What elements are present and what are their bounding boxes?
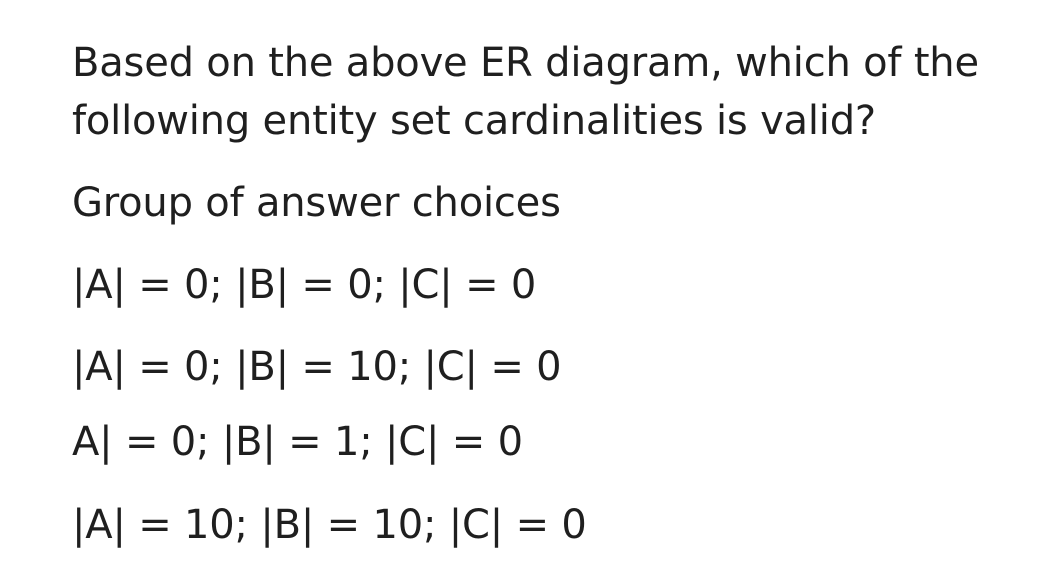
answer-choice-1[interactable]: |A| = 0; |B| = 0; |C| = 0 bbox=[72, 262, 537, 308]
answer-choice-2[interactable]: |A| = 0; |B| = 10; |C| = 0 bbox=[72, 344, 562, 390]
question-text: Based on the above ER diagram, which of the following entity set cardinalities is valid? bbox=[72, 40, 979, 144]
answer-choice-4[interactable]: |A| = 10; |B| = 10; |C| = 0 bbox=[72, 502, 587, 548]
answer-group-label: Group of answer choices bbox=[72, 180, 561, 226]
answer-choice-3[interactable]: A| = 0; |B| = 1; |C| = 0 bbox=[72, 419, 523, 465]
